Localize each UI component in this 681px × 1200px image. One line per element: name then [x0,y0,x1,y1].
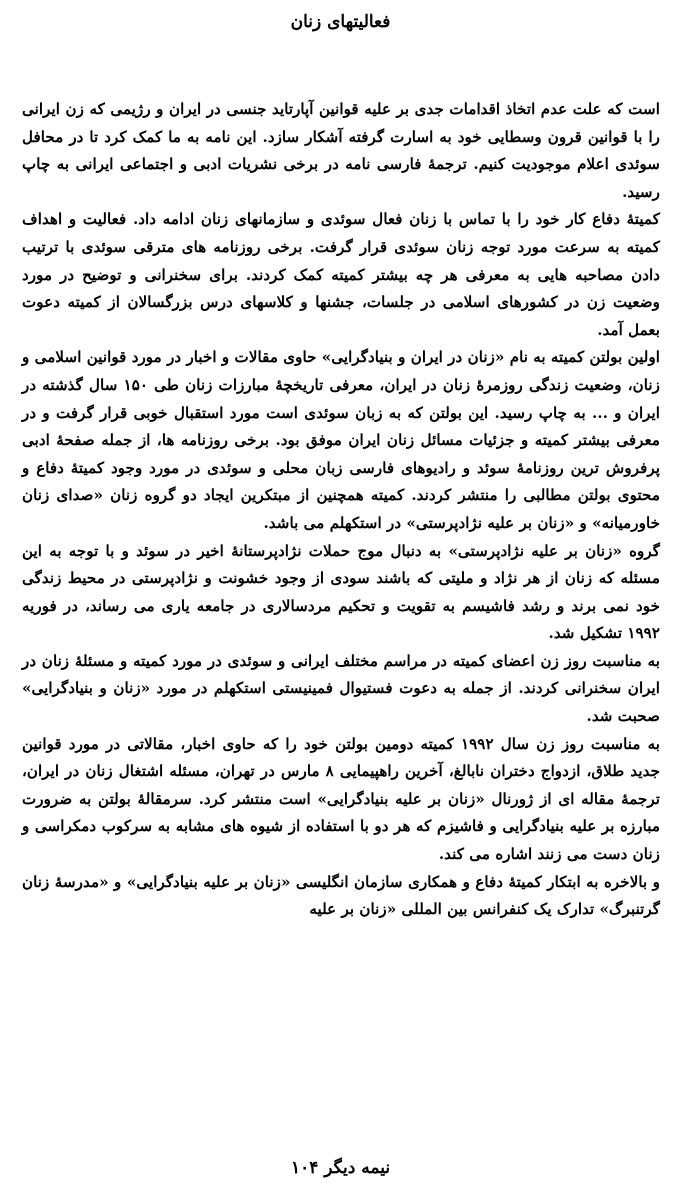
paragraph-7: و بالاخره به ابتکار کمیتهٔ دفاع و همکاری سازمان انگلیسی «زنان بر علیه بنیادگرایی» و «مدرسهٔ زنان گرتنبرگ» تدارک یک کنفرانس بین المللی «زنان بر علیه [22,872,660,919]
paragraph-6: به مناسبت روز زن سال ۱۹۹۲ کمیته دومین بولتن خود را که حاوی اخبار، مقالاتی در مورد قوانین جدید طلاق، ازدواج دختران نابالغ، آخرین راهپیمایی ۸ مارس در تهران، مسئله اشتغال زنان در ایران، ترجمهٔ مقاله ای از ژورنال «زنان بر علیه بنیادگرایی» است منتشر کرد. سرمقالهٔ بولتن به ضرورت مبارزه بر علیه بنیادگرایی و فاشیزم که هر دو با استفاده از شیوه های مشابه به سرکوب دمکراسی و زنان دست می زنند اشاره می کند. [22,734,660,864]
paragraph-2: کمیتهٔ دفاع کار خود را با تماس با زنان فعال سوئدی و سازمانهای زنان ادامه داد. فعالیت و اهداف کمیته به سرعت مورد توجه زنان سوئدی قرار گرفت. برخی روزنامه های مترقی سوئدی با ترتیب دادن مصاحبه هایی به معرفی هر چه بیشتر کمیته کمک کردند. برای سخنرانی و توضیح در مورد وضعیت زن در کشورهای اسلامی در جلسات، جشنها و کلاسهای درس بزرگسالان از کمیته دعوت بعمل آمد. [22,210,660,339]
page-footer: نیمه دیگر ۱۰۴ [290,1158,391,1178]
paragraph-1: است که علت عدم اتخاذ اقدامات جدی بر علیه قوانین آپارتاید جنسی در ایران و رژیمی که زن ایرانی را با قوانین قرون وسطایی خود به اسارت گرفته آشکار سازد. این نامه به ما کمک کرد تا در محافل سوئدی اعلام موجودیت کنیم. ترجمهٔ فارسی نامه در برخی نشریات ادبی و اجتماعی ایرانی به چاپ رسید. [22,100,660,201]
article-body [22,96,660,924]
paragraph-4: گروه «زنان بر علیه نژادپرستی» به دنبال موج حملات نژادپرستانهٔ اخیر در سوئد و با توجه به این مسئله که زنان از هر نژاد و ملیتی که باشند سودی از وجود خشونت و نژادپرستی در محیط زندگی خود نمی برند و رشد فاشیسم به تقویت و تحکیم مردسالاری در جامعه یاری می رساند، در فوریه ۱۹۹۲ تشکیل شد. [22,541,660,643]
paragraph-3: اولین بولتن کمیته به نام «زنان در ایران و بنیادگرایی» حاوی مقالات و اخبار در مورد قوانین اسلامی و زنان، وضعیت زندگی روزمرهٔ زنان در ایران، معرفی تاریخچهٔ مبارزات زنان طی ۱۵۰ سال گذشته در ایران و ... به چاپ رسید. این بولتن که به زبان سوئدی است مورد استقبال خوبی قرار گرفت و در معرفی بیشتر کمیته و جزئیات مسائل زنان ایران موفق بود. برخی روزنامه ها، از جمله صفحهٔ ادبی پرفروش ترین روزنامهٔ سوئد و رادیوهای فارسی زبان محلی و سوئدی در مورد وجود کمیتهٔ دفاع و محتوی بولتن مطالبی را منتشر کردند. کمیته همچنین از مبتکرین ایجاد دو گروه زنان «صدای زنان خاورمیانه» و «زنان بر علیه نژادپرستی» در استکهلم می باشد. [22,348,660,532]
paragraph-5: به مناسبت روز زن اعضای کمیته در مراسم مختلف ایرانی و سوئدی در مورد کمیته و مسئلهٔ زنان در ایران سخنرانی کردند. از جمله به دعوت فستیوال فمینیستی استکهلم در مورد «زنان و بنیادگرایی» صحبت شد. [22,651,660,726]
page-title: فعالیتهای زنان [290,12,391,32]
